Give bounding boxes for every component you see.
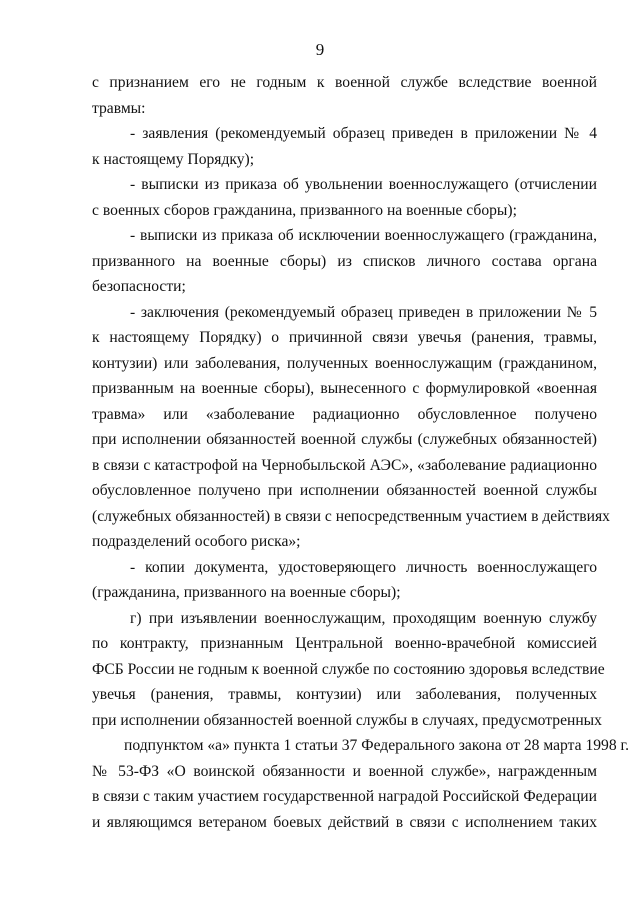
text-line: - выписки из приказа об исключении военнослужащего (гражданина, xyxy=(130,227,597,244)
text-line: (служебных обязанностей) в связи с непосредственным участием в действиях xyxy=(92,507,610,525)
document-body xyxy=(92,70,630,835)
text-line: безопасности; xyxy=(92,278,186,295)
text-line: призванного на военные сборы) из списков личного состава органа xyxy=(92,252,597,270)
text-line: (гражданина, призванного на военные сборы); xyxy=(92,584,401,601)
text-line: подпунктом «а» пункта 1 статьи 37 Федерального закона от 28 марта 1998 г. xyxy=(124,737,630,754)
text-line: № 53-ФЗ «О воинской обязанности и военной службе», награжденным xyxy=(92,762,597,780)
text-line: - заявления (рекомендуемый образец приведен в приложении № 4 xyxy=(130,125,597,142)
text-line: по контракту, признанным Центральной военно-врачебной комиссией xyxy=(92,635,597,652)
page-number: 9 xyxy=(315,40,325,59)
text-line: с военных сборов гражданина, призванного на военные сборы); xyxy=(92,201,517,219)
paragraph-continuation xyxy=(92,70,597,121)
text-line: к настоящему Порядку) о причинной связи увечья (ранения, травмы, xyxy=(92,329,597,346)
paragraph-item-conclusion xyxy=(92,300,610,555)
text-line: увечья (ранения, травмы, контузии) или заболевания, полученных xyxy=(92,686,597,703)
text-line: при исполнении обязанностей военной службы (служебных обязанностей) xyxy=(92,431,597,448)
text-line: травма» или «заболевание радиационно обусловленное получено xyxy=(92,405,597,423)
text-line: к настоящему Порядку); xyxy=(92,150,255,168)
text-line: ФСБ России не годным к военной службе по состоянию здоровья вследствие xyxy=(92,660,605,678)
text-line: - заключения (рекомендуемый образец приведен в приложении № 5 xyxy=(130,303,597,321)
text-line: в связи с таким участием государственной наградой Российской Федерации xyxy=(92,788,597,805)
paragraph-item-exclusion-extract xyxy=(92,223,597,300)
text-line: - копии документа, удостоверяющего личность военнослужащего xyxy=(130,558,597,576)
text-line: - выписки из приказа об увольнении военнослужащего (отчислении xyxy=(130,176,597,193)
text-line: и являющимся ветераном боевых действий в связи с исполнением таких xyxy=(92,813,597,831)
text-line: контузии) или заболевания, полученных военнослужащим (гражданином, xyxy=(92,354,597,372)
text-line: с признанием его не годным к военной службе вследствие военной xyxy=(92,74,597,91)
text-line: подразделений особого риска»; xyxy=(92,533,301,550)
text-line: призванным на военные сборы), вынесенного с формулировкой «военная xyxy=(92,380,597,397)
paragraph-clause-g xyxy=(92,606,630,836)
paragraph-item-id-copy xyxy=(92,555,597,606)
text-line: обусловленное получено при исполнении обязанностей военной службы xyxy=(92,482,597,499)
text-line: г) при изъявлении военнослужащим, проходящим военную службу xyxy=(130,609,597,627)
paragraph-item-application xyxy=(92,121,597,172)
text-line: в связи с катастрофой на Чернобыльской АЭС», «заболевание радиационно xyxy=(92,456,597,474)
text-line: при исполнении обязанностей военной службы в случаях, предусмотренных xyxy=(92,711,602,729)
text-line: травмы: xyxy=(92,99,146,117)
paragraph-item-dismissal-extract xyxy=(92,172,597,223)
